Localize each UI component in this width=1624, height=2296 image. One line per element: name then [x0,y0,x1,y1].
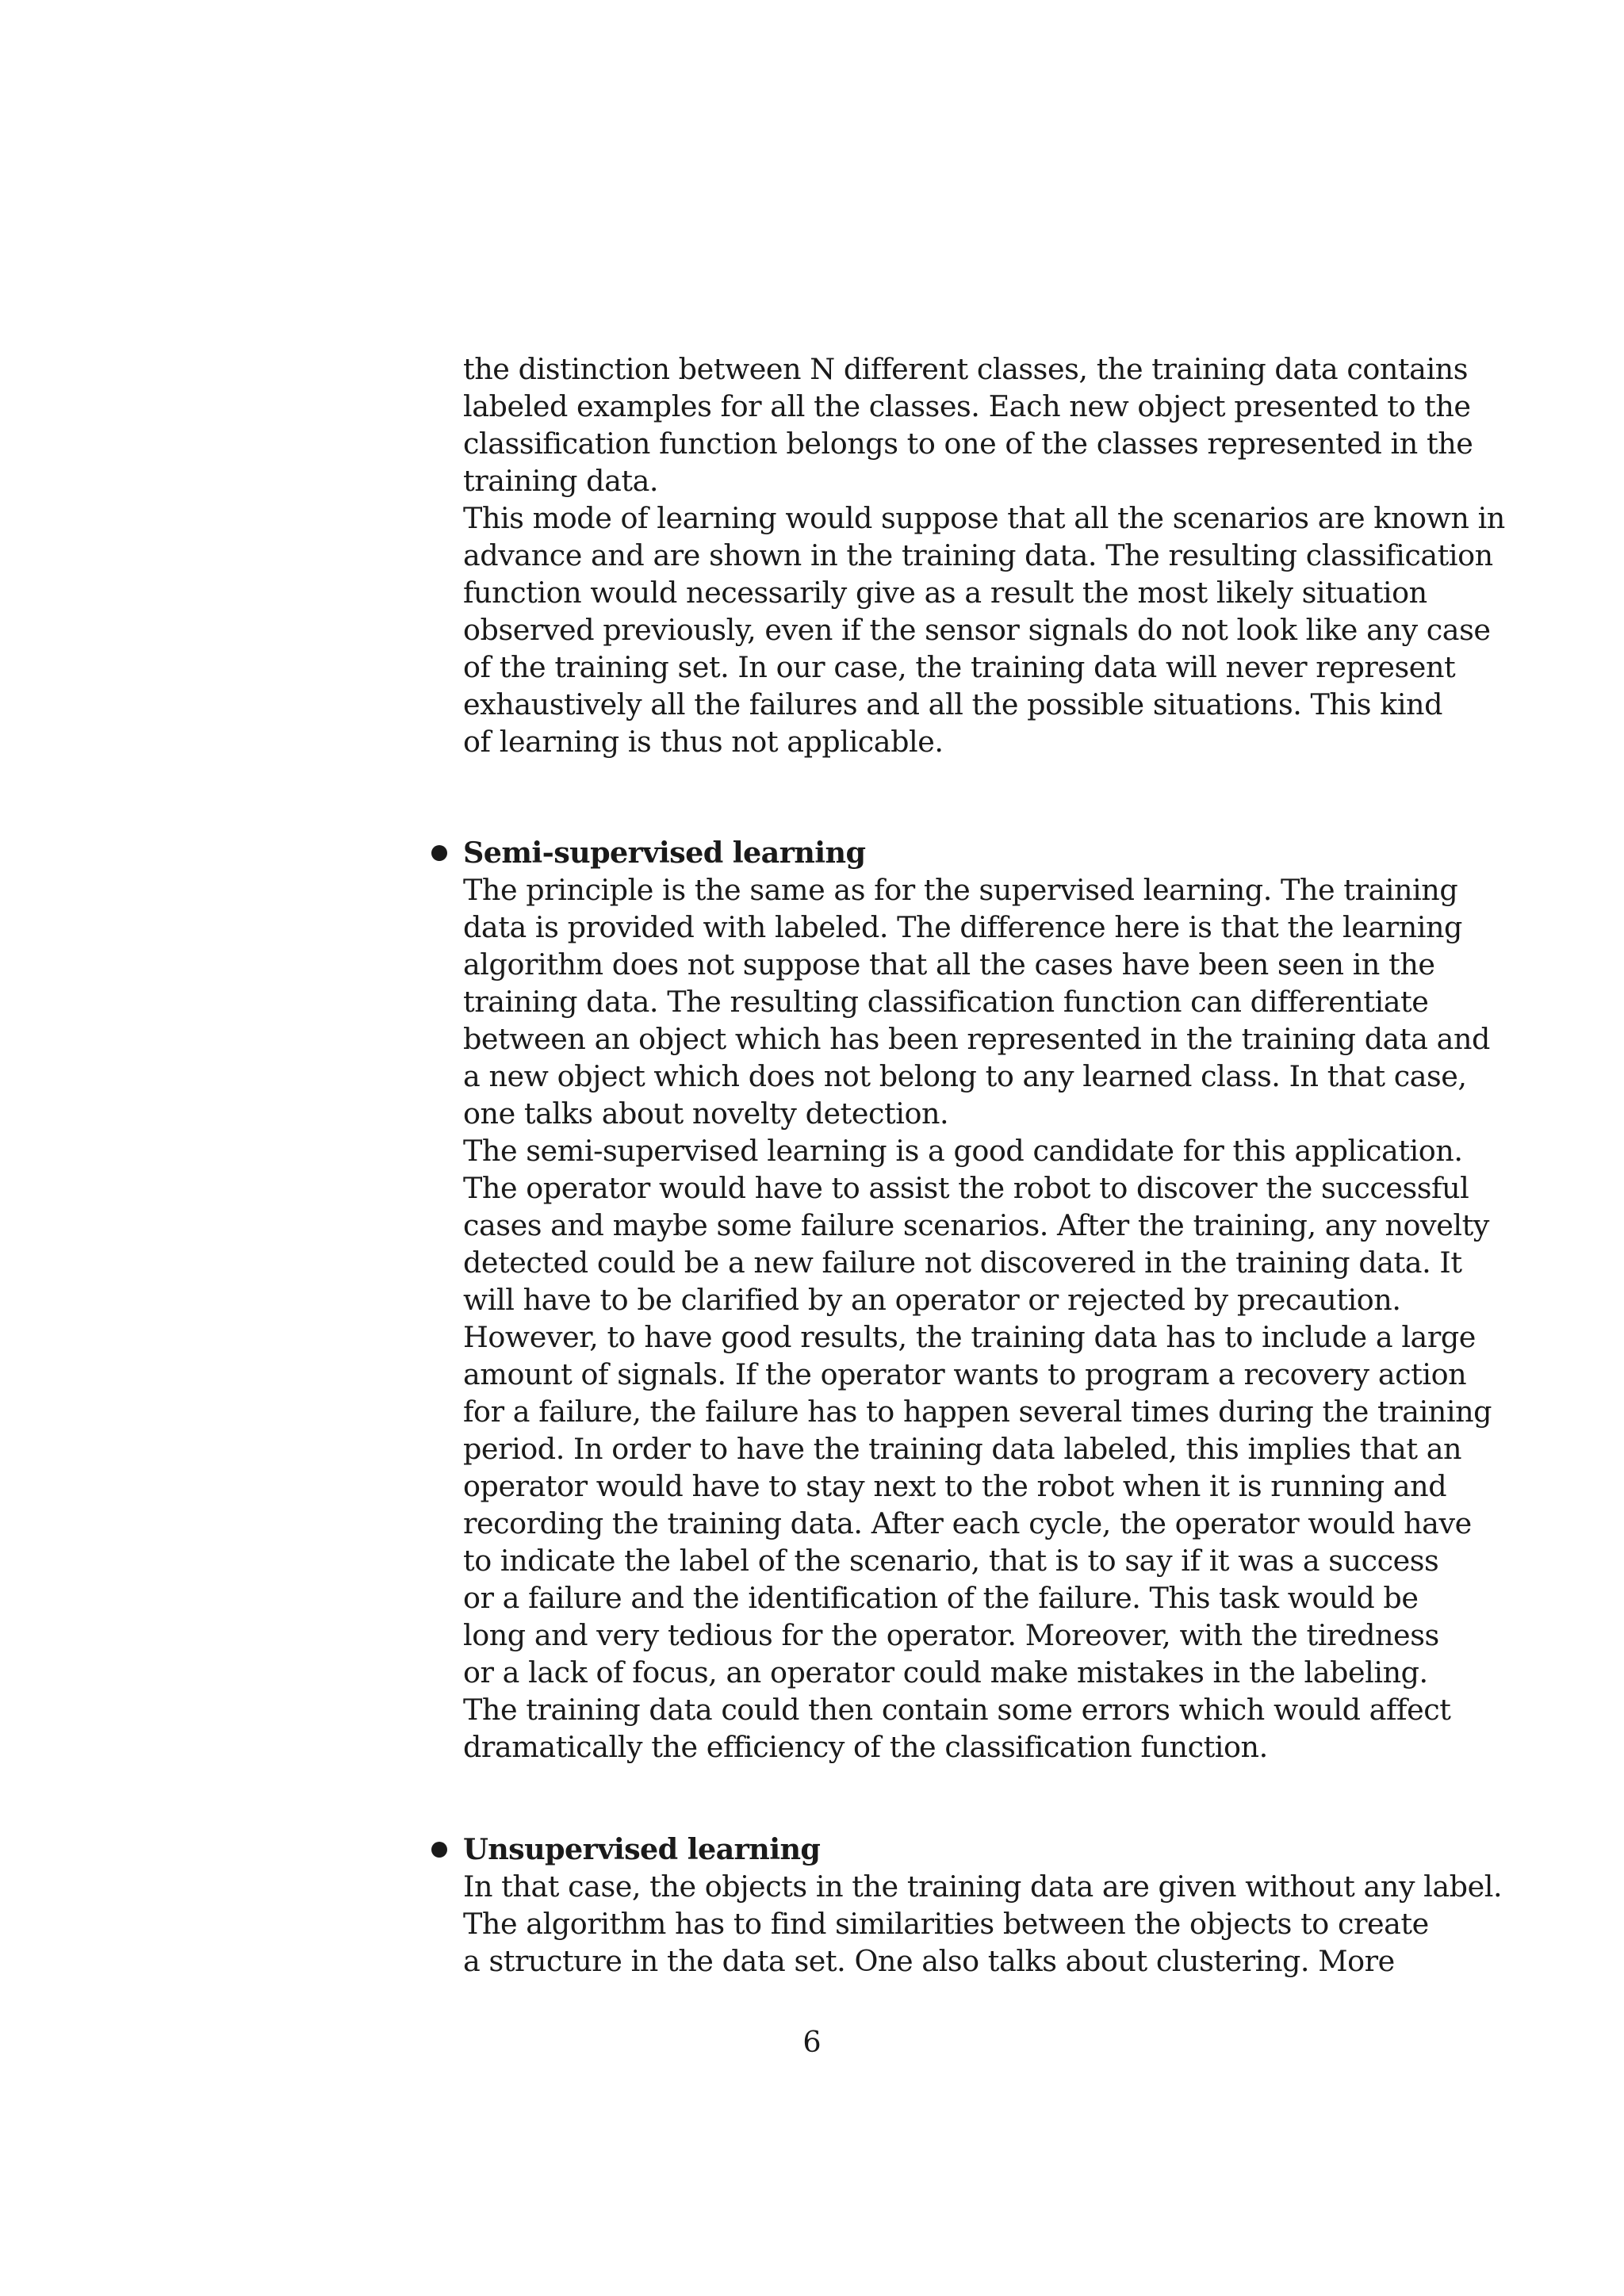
section-heading-semi-supervised: Semi-supervised learning [463,836,866,870]
body-text-line: to indicate the label of the scenario, that is to say if it was a success [463,1544,1439,1578]
body-text-line: will have to be clarified by an operator or rejected by precaution. [463,1283,1401,1317]
body-text-line: The semi-supervised learning is a good candidate for this application. [463,1134,1463,1168]
body-text-line: dramatically the efficiency of the classification function. [463,1730,1268,1764]
bullet-icon [431,1842,447,1858]
body-text-line: long and very tedious for the operator. Moreover, with the tiredness [463,1618,1439,1652]
body-text-line: This mode of learning would suppose that all the scenarios are known in [463,501,1505,535]
section-heading-unsupervised: Unsupervised learning [463,1832,821,1866]
body-text-line: The training data could then contain some errors which would affect [463,1693,1451,1727]
body-text-line: function would necessarily give as a result the most likely situation [463,576,1427,610]
body-text-line: observed previously, even if the sensor signals do not look like any case [463,613,1491,647]
body-text-line: labeled examples for all the classes. Each new object presented to the [463,389,1471,423]
body-text-line: exhaustively all the failures and all the possible situations. This kind [463,687,1443,721]
body-text-line: a structure in the data set. One also talks about clustering. More [463,1944,1395,1978]
body-text-line: However, to have good results, the training data has to include a large [463,1320,1476,1354]
body-text-line: period. In order to have the training data labeled, this implies that an [463,1432,1462,1466]
body-text-line: one talks about novelty detection. [463,1096,949,1131]
body-text-line: of learning is thus not applicable. [463,725,944,759]
body-text-line: training data. The resulting classification function can differentiate [463,985,1429,1019]
body-text-line: The algorithm has to find similarities between the objects to create [463,1907,1429,1941]
bullet-icon [431,845,447,861]
body-text-line: or a lack of focus, an operator could make mistakes in the labeling. [463,1655,1428,1689]
body-text-line: cases and maybe some failure scenarios. After the training, any novelty [463,1208,1489,1242]
body-text-line: advance and are shown in the training data. The resulting classification [463,538,1493,572]
body-text-line: between an object which has been represented in the training data and [463,1022,1490,1056]
body-text-line: data is provided with labeled. The difference here is that the learning [463,910,1462,944]
body-text-line: the distinction between N different classes, the training data contains [463,352,1469,386]
body-text-line: In that case, the objects in the training data are given without any label. [463,1869,1503,1904]
body-text-line: operator would have to stay next to the robot when it is running and [463,1469,1447,1503]
body-text-line: algorithm does not suppose that all the cases have been seen in the [463,947,1435,982]
body-text-line: training data. [463,464,659,498]
body-text-line: a new object which does not belong to any learned class. In that case, [463,1059,1467,1093]
body-text-line: recording the training data. After each cycle, the operator would have [463,1506,1472,1540]
body-text-line: classification function belongs to one of the classes represented in the [463,427,1473,461]
body-text-line: detected could be a new failure not discovered in the training data. It [463,1246,1462,1280]
body-text-line: The operator would have to assist the robot to discover the successful [463,1171,1469,1205]
page-number: 6 [802,2025,822,2059]
body-text-line: amount of signals. If the operator wants to program a recovery action [463,1357,1467,1391]
body-text-line: of the training set. In our case, the training data will never represent [463,650,1456,684]
body-text-line: The principle is the same as for the supervised learning. The training [463,873,1458,907]
body-text-line: or a failure and the identification of the failure. This task would be [463,1581,1419,1615]
body-text-line: for a failure, the failure has to happen several times during the training [463,1395,1492,1429]
